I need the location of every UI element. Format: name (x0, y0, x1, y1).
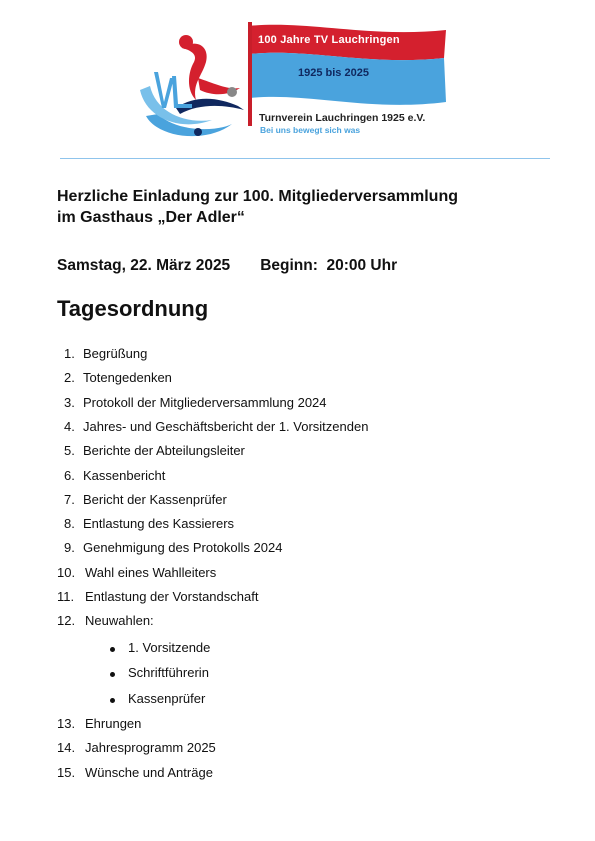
agenda-item-text: Entlastung der Vorstandschaft (85, 589, 259, 604)
agenda-item-text: Jahres- und Geschäftsbericht der 1. Vorsitzenden (83, 418, 369, 434)
agenda-subitem-text: Kassenprüfer (128, 690, 206, 706)
agenda-item-number: 1. (64, 346, 75, 361)
agenda-subitem-text: 1. Vorsitzende (128, 639, 211, 655)
agenda-item-text: Genehmigung des Protokolls 2024 (83, 540, 283, 556)
agenda-item-text: Neuwahlen: (85, 613, 154, 629)
gymnast-logo-icon (136, 28, 248, 144)
meeting-begin-time: Beginn: 20:00 Uhr (260, 257, 398, 274)
bullet-icon (110, 647, 115, 652)
agenda-item-number: 11. (57, 589, 75, 604)
flag-pole (248, 22, 252, 126)
agenda-item-text: Berichte der Abteilungsleiter (83, 443, 245, 459)
agenda-item-text: Protokoll der Mitgliederversammlung 2024 (83, 394, 327, 410)
invitation-line-2: im Gasthaus „Der Adler“ (57, 209, 245, 226)
agenda-item-text: Jahresprogramm 2025 (85, 740, 216, 756)
agenda-item-text: Begrüßung (83, 346, 148, 361)
agenda-item-number: 6. (64, 467, 75, 483)
agenda-item-number: 4. (64, 418, 75, 434)
meeting-date: Samstag, 22. März 2025 (57, 257, 231, 274)
club-name: Turnverein Lauchringen 1925 e.V. (259, 112, 426, 124)
agenda-subitem-text: Schriftführerin (128, 665, 209, 681)
agenda-item-number: 10. (57, 564, 76, 580)
agenda-item-number: 9. (64, 540, 75, 556)
letterhead (0, 0, 595, 160)
agenda-item-text: Totengedenken (83, 370, 172, 386)
invitation-line-1: Herzliche Einladung zur 100. Mitgliederversammlung (57, 188, 458, 205)
agenda-item-text: Wünsche und Anträge (85, 764, 213, 780)
header-divider (60, 158, 550, 159)
agenda-item-number: 14. (57, 740, 76, 756)
date-line (57, 257, 557, 275)
agenda-item-number: 2. (64, 370, 75, 386)
bullet-icon (110, 698, 115, 703)
invitation-heading (57, 186, 557, 228)
agenda-item-number: 15. (57, 764, 76, 780)
flag-anniversary-text: 100 Jahre TV Lauchringen (258, 34, 400, 46)
agenda-item-number: 7. (64, 491, 75, 507)
agenda-item-number: 5. (64, 443, 75, 459)
agenda-item-text: Kassenbericht (83, 467, 166, 483)
agenda-item-number: 13. (57, 716, 76, 732)
agenda-item-number: 12. (57, 613, 76, 629)
club-slogan: Bei uns bewegt sich was (260, 125, 361, 135)
agenda-item-text: Wahl eines Wahlleiters (85, 564, 217, 580)
bullet-icon (110, 672, 115, 677)
flag-years-text: 1925 bis 2025 (298, 67, 369, 79)
agenda-title: Tagesordnung (57, 296, 209, 321)
agenda-item-text: Ehrungen (85, 716, 142, 732)
agenda-item-number: 3. (64, 394, 75, 410)
agenda-item-text: Entlastung des Kassierers (83, 516, 235, 532)
agenda-item-text: Bericht der Kassenprüfer (83, 491, 227, 507)
agenda-item-number: 8. (64, 516, 75, 532)
